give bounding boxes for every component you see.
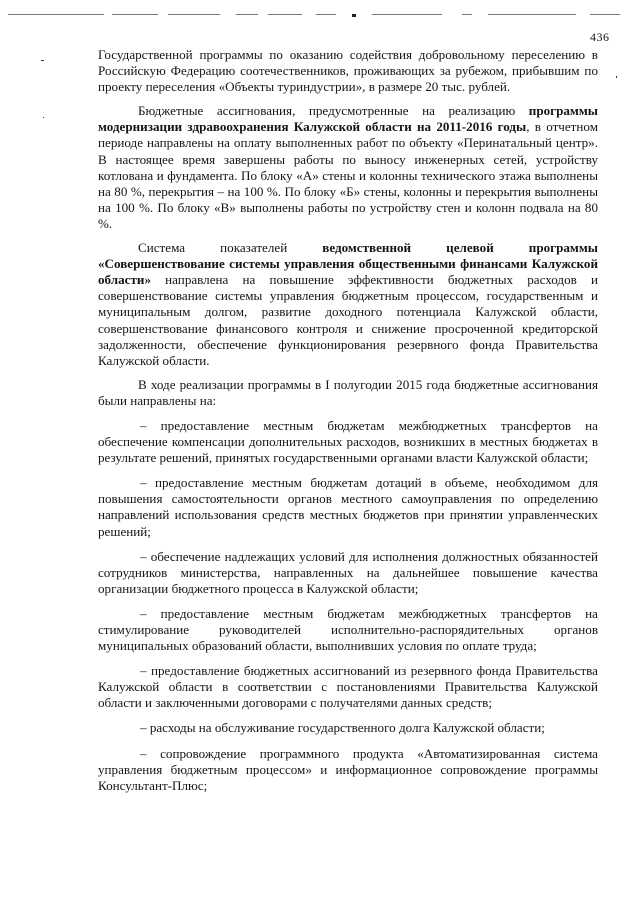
scan-speck: [616, 76, 617, 78]
list-item: [98, 549, 598, 597]
page-number: 436: [590, 30, 610, 44]
scan-speck: [43, 117, 44, 118]
list-item-text: – предоставление бюджетных ассигнований из резервного фонда Правительства Калужской области в соответствии с постановлениями Правительства Калужской области и заключенными договорами с получателями данных средств;: [98, 663, 598, 711]
program-title-bold: ведомственной целевой программы «Совершенствование системы управления общественными финансами Калужской области»: [98, 240, 598, 288]
list-item: [98, 418, 598, 466]
paragraph-text: направлена на повышение эффективности бюджетных расходов и совершенствование системы управления бюджетным процессом, государственным и муниципальным долгом, развитие доходного потенциала Калужской области, совершенствование финансового контроля и снижение просроченной кредиторской задолженности, обеспечение функционирования резервного фонда Правительства Калужской области.: [98, 272, 598, 368]
list-item: [98, 720, 598, 736]
paragraph-health-modernization: [98, 103, 598, 232]
scan-speck: [41, 60, 44, 61]
list-item-text: – предоставление местным бюджетам межбюджетных трансфертов на обеспечение компенсации дополнительных расходов, возникших в местных бюджетах в результате решений, принятых государственными органами власти Калужской области;: [98, 417, 598, 466]
list-item-text: – сопровождение программного продукта «Автоматизированная система управления бюджетным процессом» и информационное сопровождение программы Консультант-Плюс;: [98, 745, 598, 793]
scan-edge-artifact: [0, 14, 640, 20]
paragraph-text: В ходе реализации программы в I полугодии 2015 года бюджетные ассигнования были направлены на:: [98, 376, 598, 408]
paragraph-implementation: [98, 377, 598, 409]
paragraph-continuation: [98, 47, 598, 95]
list-item: [98, 606, 598, 654]
list-item-text: – предоставление местным бюджетам дотаций в объеме, необходимом для повышения самостоятельности органов местного самоуправления по определению направлений использования средств местных бюджетов при принятии управленческих решений;: [98, 475, 598, 539]
list-item: [98, 475, 598, 539]
paragraph-text: Государственной программы по оказанию содействия добровольному переселению в Российскую Федерацию соотечественников, проживающих за рубежом, прибывшим по проекту переселения «Объекты туриндустрии», в размере 20 тыс. рублей.: [98, 47, 598, 95]
paragraph-text: , в отчетном периоде направлены на оплату выполненных работ по объекту «Перинатальный центр». В настоящее время завершены работы по выносу инженерных сетей, устройству котлована и фундамента. По блоку «А» стены и колонны технического этажа выполнены на 80 %, перекрытия – на 100 %. По блоку «Б» стены, колонны и перекрытия выполнены на 100 %. По блоку «В» выполнены работы по устройству стен и колонн подвала на 80 %.: [98, 119, 598, 231]
paragraph-finance-program: [98, 240, 598, 369]
list-item-text: – обеспечение надлежащих условий для исполнения должностных обязанностей сотрудников министерства, направленных на дальнейшее повышение качества организации бюджетного процесса в Калужской области;: [98, 548, 598, 596]
document-body: [98, 47, 598, 802]
program-title-bold: программы модернизации здравоохранения Калужской области на 2011-2016 годы: [98, 103, 598, 135]
list-item: [98, 746, 598, 794]
paragraph-lead-text: Система показателей: [138, 240, 323, 256]
list-item: [98, 663, 598, 711]
paragraph-lead-text: Бюджетные ассигнования, предусмотренные на реализацию: [138, 103, 529, 119]
list-item-text: – расходы на обслуживание государственного долга Калужской области;: [140, 720, 545, 736]
list-item-text: – предоставление местным бюджетам межбюджетных трансфертов на стимулирование руководителей исполнительно-распорядительных органов муниципальных образований области, выполнивших условия по оплате труда;: [98, 605, 598, 654]
